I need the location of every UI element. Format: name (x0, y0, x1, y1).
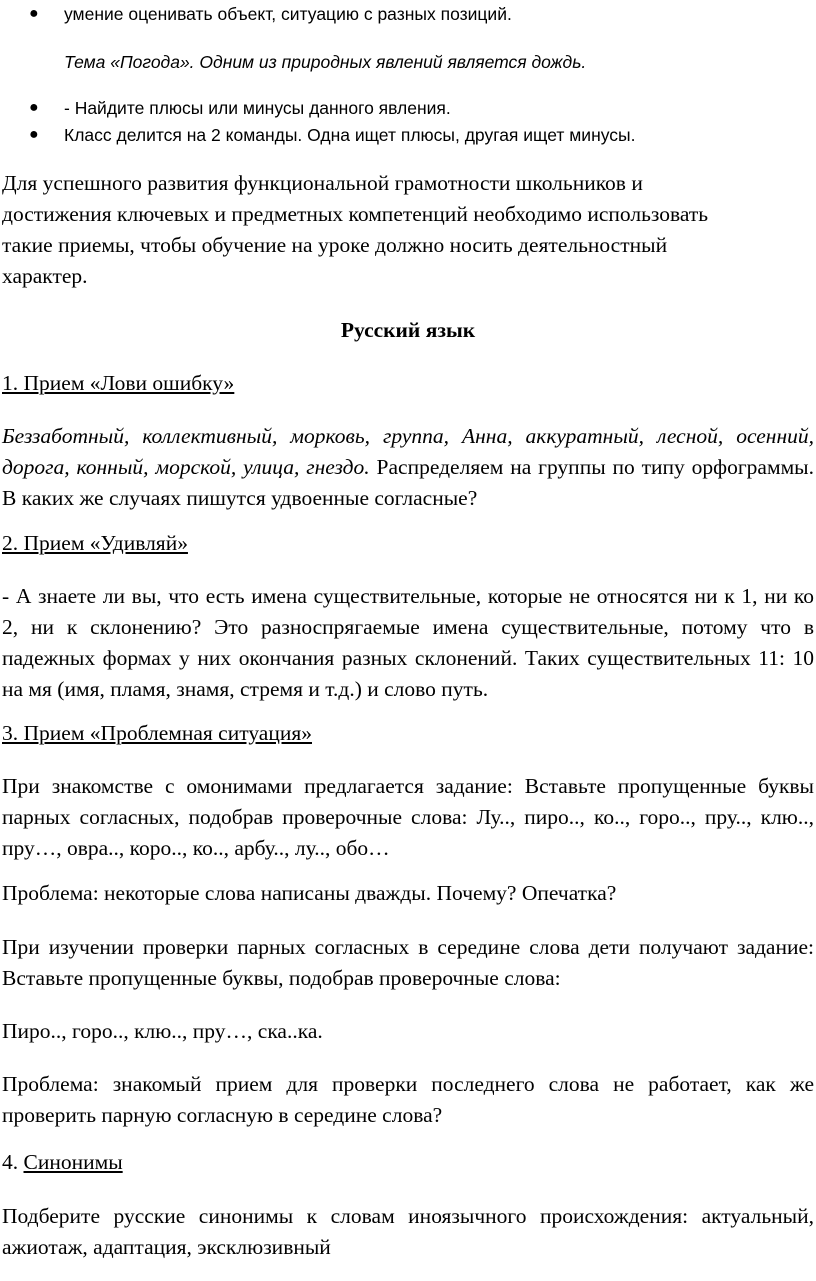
technique-1-title (2, 368, 814, 399)
technique-3-paragraph-5: Проблема: знакомый прием для проверки последнего слова не работает, как же проверить парную согласную в середине слова? (2, 1072, 814, 1127)
technique-3-paragraph-4: Пиро.., горо.., клю.., пру…, ска..ка. (2, 1019, 323, 1043)
technique-3-title (2, 718, 814, 749)
intro-line: достижения ключевых и предметных компетенций необходимо использовать (2, 202, 709, 226)
bullet-text: - Найдите плюсы или минусы данного явления. (64, 98, 451, 118)
theme-line: Тема «Погода». Одним из природных явлений является дождь. (64, 52, 587, 72)
intro-line: такие приемы, чтобы обучение на уроке должно носить деятельностный (2, 233, 668, 257)
technique-2-title (2, 528, 814, 559)
technique-1-body (2, 421, 814, 514)
bullet-text: Класс делится на 2 команды. Одна ищет плюсы, другая ищет минусы. (64, 125, 636, 145)
intro-paragraph (2, 168, 814, 292)
intro-line: Для успешного развития функциональной грамотности школьников и (2, 171, 643, 195)
technique-3-paragraph-3: При изучении проверки парных согласных в середине слова дети получают задание: Вставьте пропущенные буквы, подобрав проверочные слова: (2, 935, 814, 990)
technique-4-title (2, 1147, 814, 1178)
example-words: Беззаботный, коллективный, морковь, группа, Анна, аккуратный, лесной, осенний, дорога, конный, морской, улица, гнездо. (2, 424, 814, 479)
technique-title: 1. Прием «Лови ошибку» (2, 371, 235, 395)
technique-number: 4. (2, 1150, 19, 1174)
technique-text: Распределяем на группы по типу орфограммы. В каких же случаях пишутся удвоенные согласные? (2, 455, 814, 510)
bullet-icon: ● (29, 5, 39, 22)
bullet-text: умение оценивать объект, ситуацию с разных позиций. (64, 4, 512, 24)
bullet-icon: ● (29, 126, 39, 143)
technique-title: 2. Прием «Удивляй» (2, 531, 188, 555)
technique-4-body: Подберите русские синонимы к словам иноязычного происхождения: актуальный, ажиотаж, адаптация, эксклюзивный (2, 1204, 814, 1259)
bullet-icon: ● (29, 99, 39, 116)
section-title: Русский язык (340, 318, 476, 342)
technique-2-body: - А знаете ли вы, что есть имена существительные, которые не относятся ни к 1, ни ко 2, ни к склонению? Это разноспрягаемые имена существительные, потому что в падежных формах у них окончания разных склонений. Таких существительных 11: 10 на мя (имя, пламя, знамя, стремя и т.д.) и слово путь. (2, 584, 814, 701)
technique-title: Синонимы (23, 1150, 123, 1174)
technique-3-paragraph-1: При знакомстве с омонимами предлагается задание: Вставьте пропущенные буквы парных согласных, подобрав проверочные слова: Лу.., пиро.., ко.., горо.., пру.., клю.., пру…, овра.., коро.., ко.., арбу.., лу.., обо… (2, 774, 814, 860)
intro-line: характер. (2, 264, 88, 288)
technique-3-paragraph-2: Проблема: некоторые слова написаны дважды. Почему? Опечатка? (2, 881, 617, 905)
technique-title: 3. Прием «Проблемная ситуация» (2, 721, 312, 745)
